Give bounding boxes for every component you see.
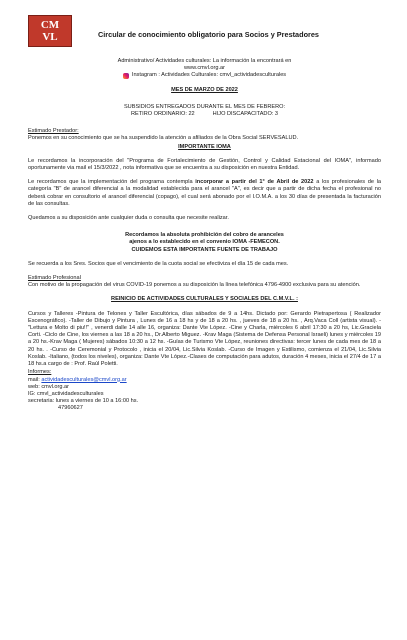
prohibicion-line3: CUIDEMOS ESTA IMPORTANTE FUENTE DE TRABAJO	[131, 246, 278, 253]
ioma-p2-pre: Le recordamos que la implementación del programa contempla	[28, 179, 196, 186]
admin-line3: Instagram : Actividades Culturales: cmvl_actividadesculturales	[131, 72, 287, 79]
informes-secretaria: secretaria: lunes a viernes de 10 a 16:00 hs.	[28, 398, 139, 405]
ioma-p2	[28, 179, 381, 208]
estimado-profesional	[28, 275, 381, 289]
informes-heading: Informes:	[28, 369, 52, 376]
informes-mail-label: mail:	[28, 376, 42, 383]
logo-line2: VL	[42, 31, 58, 43]
header	[28, 14, 381, 48]
cuota-notice: Se recuerda a los Sres. Socios que el vencimiento de la cuota social se efectiviza el día 15 de cada mes.	[28, 260, 289, 267]
informes-mail-line	[28, 377, 381, 384]
cmvl-logo	[28, 15, 72, 47]
prohibicion-block	[28, 232, 381, 254]
informes-block	[28, 369, 381, 412]
header-title: Circular de conocimiento obligatorio para Socios y Prestadores	[98, 29, 319, 39]
admin-line1: Administrativo/ Actividades culturales: La información la encontrará en	[117, 58, 292, 64]
subsidios-row	[28, 111, 381, 118]
admin-line2: www.cmvl.org.ar	[183, 65, 226, 72]
reinicio-text: Cursos y Talleres -Pintura de Telones y Taller Escultórica, días sábados de 9 a 14hs. Dictado por: Gerardo Pietrapertosa ( Realizador Escenográfico). -Taller de Dibujo y Pintura , Lunes de 16 a 18 hs y de 18 a 20 hs. , jueves de 18 a 20 hs. , Arq.Vaca Coll (artista visual). -"Lettura e Molto di piu!!" , venerdi dalle 14 alle 16, organiza: Dante Vte López. -Cine y Charla, miércoles 6 abril 17:30 a 20 hs, Lic.Graciela Corti. -Ciclo de Cine, los viernes a las 18 a 20 hs., Dr.Alberto Miguez. -Krav Maga (Sistema de Defensa Personal Israeli) lunes y miércoles 19 a 20 hs.-Krav Maga ( Mujeres) sábados 10:30 a 12 hs. -Guías de Turismo Vte López, reuniones directivas: tercer lunes de cada mes de 18 a 20 hs. . -Curso de Ceremonial y Protocolo , inicia el 20/04, Lic.Silvia Koslab. -Curso de Imagen y Estilismo, comienza el 21/04, Lic.Silvia Koslab. -Italiano, (todos los niveles), organiza: Dante Vte López.-Clases de computación para adutos, duración 4 meses, inicia el 27/4 de 17 a 18 hs.a cargo de : Prof. Raúl Poletti.	[28, 310, 381, 368]
estimado-profesional-body: Con motivo de la propagación del virus COVID-19 ponemos a su disposición la línea telefónica 4796-4900 exclusiva para su atención.	[28, 282, 361, 289]
admin-block	[28, 58, 381, 80]
admin-instagram	[28, 72, 381, 79]
reinicio-title: REINICIO DE ACTIVIDADES CULTURALES Y SOCIALES DEL C.M.V.L. :	[111, 296, 298, 303]
ioma-p2-bold: incorporar a partir del 1° de Abril de 2022	[195, 179, 314, 186]
ioma-p2-post: a los profesionales de la categoría "B" de arancel diferencial a la modalidad establecida para el arancel "A", es decir que a partir de dicha fecha el profesional no deberá cobrar en consultorio el arancel diferencial (copago), el cual será abonado por el I.O.M.A. a los 30 días de presentada la facturación de las consultas.	[28, 179, 382, 207]
prohibicion-line1: Recordamos la absoluta prohibición del cobro de aranceles	[125, 232, 284, 239]
ioma-title: IMPORTANTE IOMA	[178, 143, 231, 150]
subsidios-hijo: HIJO DISCAPACITADO: 3	[212, 111, 279, 118]
subsidios-retiro: RETIRO ORDINARIO: 22	[130, 111, 195, 118]
informes-web: web: cmvl.org.ar	[28, 383, 70, 390]
ioma-p1: Le recordamos la incorporación del "Programa de Fortalecimiento de Gestión, Control y Calidad Estacional del IOMA", informado oportunamente via mail el 15/3/2022 , nota informativa que se encuentra a su disposición en nuestra Entidad.	[28, 157, 381, 172]
estimado-prestador-body: Ponemos en su conocimiento que se ha suspendido la atención a afiliados de la Obra Social SERVESALUD.	[28, 135, 299, 142]
ioma-p3: Quedamos a su disposición ante cualquier duda o consulta que necesite realizar.	[28, 215, 229, 222]
estimado-prestador	[28, 128, 381, 142]
estimado-prestador-heading: Estimado Prestador:	[28, 128, 79, 135]
instagram-icon	[123, 73, 129, 79]
prohibicion-line2: ajenos a lo establecido en el convenio IOMA -FEMECON.	[129, 239, 280, 246]
logo-line1: CM	[40, 19, 60, 31]
subsidios-line1: SUBSIDIOS ENTREGADOS DURANTE EL MES DE FEBRERO:	[123, 103, 286, 110]
mail-link[interactable]: actividadesculturales@cmvl.org.ar	[41, 376, 127, 383]
month-title: MES DE MARZO DE 2022	[171, 86, 238, 93]
informes-ig: IG: cmvl_actividadesculturales	[28, 390, 104, 397]
informes-phone: 47960627	[58, 405, 83, 412]
estimado-profesional-heading: Estimado Profesional	[28, 275, 81, 282]
subsidios-block	[28, 104, 381, 118]
